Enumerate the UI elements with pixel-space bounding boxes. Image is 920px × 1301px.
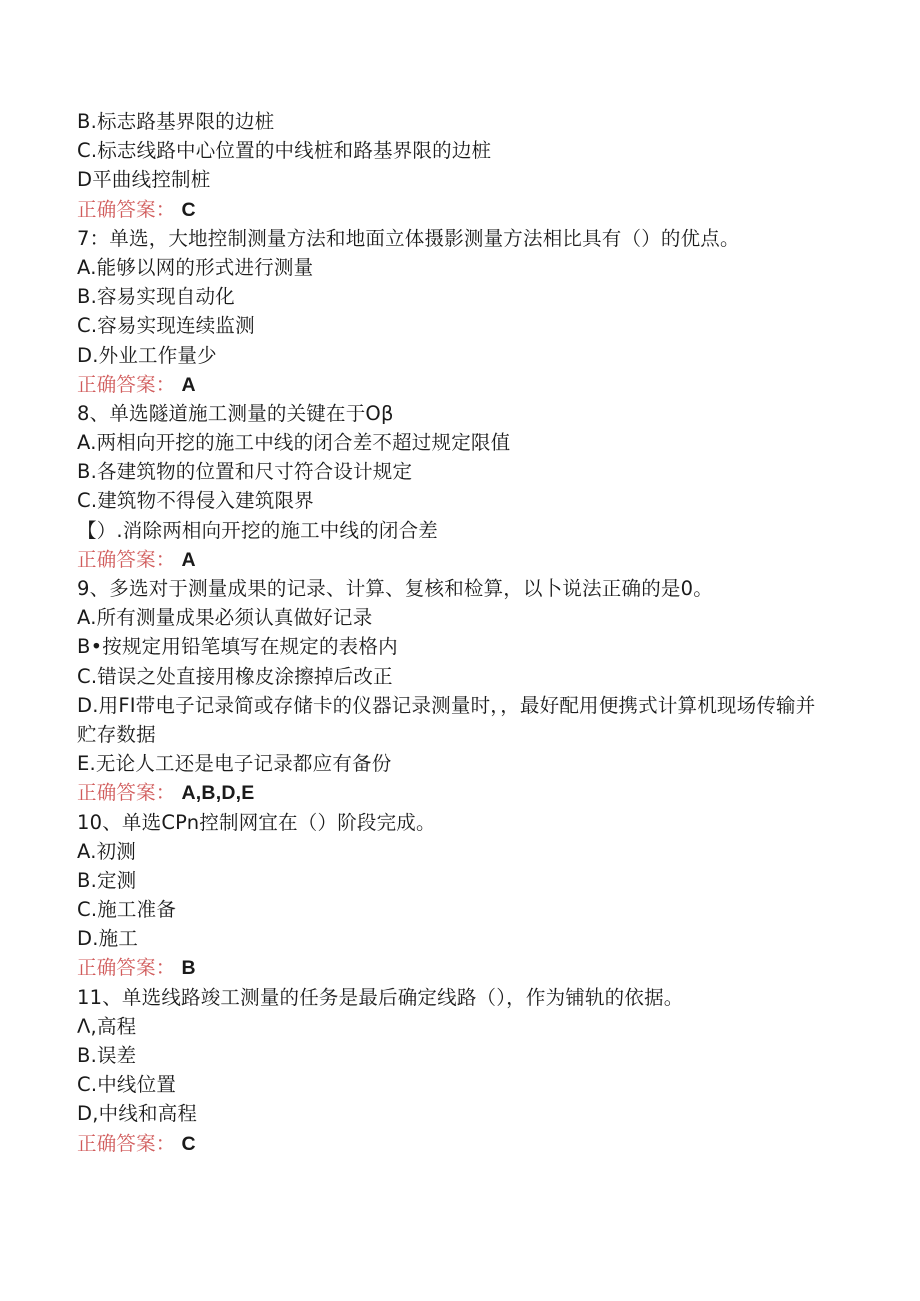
- answer-label: 正确答案：: [77, 372, 176, 396]
- option-line: B.各建筑物的位置和尺寸符合设计规定: [77, 460, 413, 484]
- option-line: D.用FI带电子记录简或存储卡的仪器记录测量时，，最好配用便携式计算机现场传输并贮存数据: [77, 693, 816, 746]
- question-line: 7：单选，大地控制测量方法和地面立体摄影测量方法相比具有（）的优点。: [77, 226, 740, 250]
- option-line: D平曲线控制桩: [77, 168, 211, 192]
- option-line: Λ,高程: [77, 1014, 137, 1038]
- option-line: C.错误之处直接用橡皮涂擦掉后改正: [77, 664, 393, 688]
- answer-line: [77, 953, 837, 982]
- answer-label: 正确答案：: [77, 956, 176, 980]
- answer-label: 正确答案：: [77, 1131, 176, 1155]
- option-line: C.施工准备: [77, 898, 177, 922]
- option-line: C.中线位置: [77, 1073, 177, 1097]
- question-line: 11、单选线路竣工测量的任务是最后确定线路（），作为铺轨的依据。: [77, 985, 684, 1009]
- option-line: A.初测: [77, 839, 136, 863]
- option-line: D.外业工作量少: [77, 343, 217, 367]
- answer-value: A: [181, 373, 196, 396]
- option-line: C.建筑物不得侵入建筑限界: [77, 489, 314, 513]
- answer-label: 正确答案：: [77, 197, 176, 221]
- option-line: B.定测: [77, 868, 137, 892]
- answer-line: [77, 1129, 837, 1158]
- question-line: 9、多选对于测量成果的记录、计算、复核和检算，以卜说法正确的是0。: [77, 577, 713, 600]
- answer-line: [77, 370, 837, 399]
- option-line: C.标志线路中心位置的中线桩和路基界限的边桩: [77, 139, 492, 163]
- answer-line: [77, 195, 837, 224]
- option-line: A.所有测量成果必须认真做好记录: [77, 606, 373, 630]
- question-line: 8、单选隧道施工测量的关键在于Oβ: [77, 401, 394, 425]
- answer-value: A,B,D,E: [181, 782, 255, 805]
- question-line: 10、单选CPn控制网宜在（）阶段完成。: [77, 810, 436, 834]
- option-line: 【）.消除两相向开挖的施工中线的闭合差: [77, 518, 438, 542]
- option-line: B•按规定用铅笔填写在规定的表格内: [77, 635, 398, 659]
- option-line: E.无论人工还是电子记录都应有备份: [77, 752, 392, 776]
- document-page: [77, 107, 837, 1158]
- option-line: B.容易实现自动化: [77, 285, 235, 309]
- option-line: C.容易实现连续监测: [77, 314, 255, 338]
- answer-line: [77, 545, 837, 574]
- option-line: D.施工: [77, 927, 139, 951]
- answer-value: C: [181, 1132, 196, 1155]
- option-line: A.能够以网的形式进行测量: [77, 255, 314, 279]
- option-line: B.误差: [77, 1044, 137, 1068]
- option-line: A.两相向开挖的施工中线的闭合差不超过规定限值: [77, 431, 511, 455]
- answer-line: [77, 778, 837, 807]
- answer-value: B: [181, 957, 196, 980]
- option-line: D,中线和高程: [77, 1102, 198, 1126]
- answer-label: 正确答案：: [77, 547, 176, 571]
- answer-label: 正确答案：: [77, 781, 176, 805]
- answer-value: C: [181, 198, 196, 221]
- option-line: B.标志路基界限的边桩: [77, 110, 275, 133]
- answer-value: A: [181, 548, 196, 571]
